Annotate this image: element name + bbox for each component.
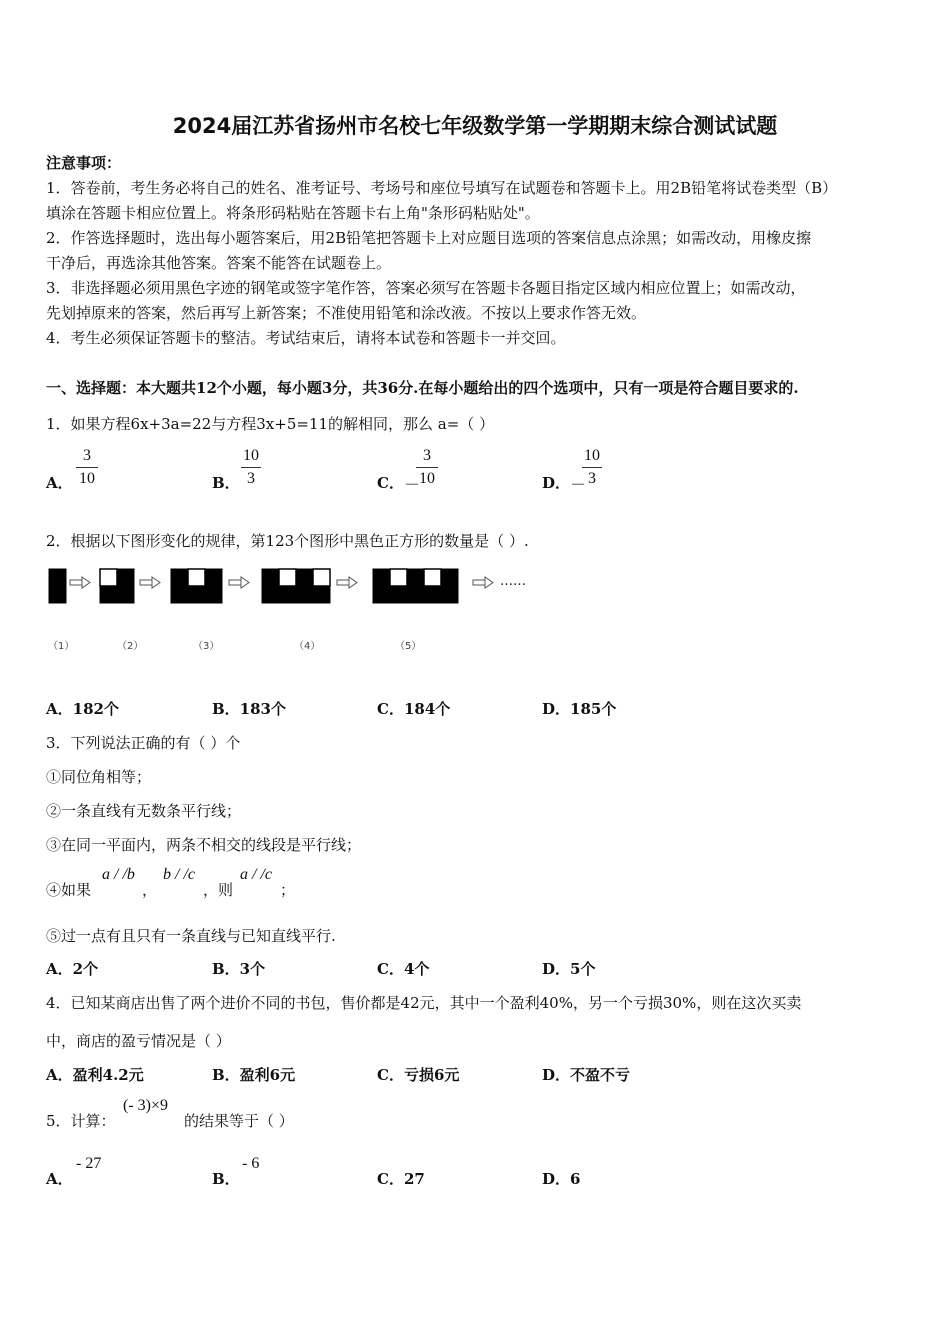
q5-option-b-label: B． [212,1170,240,1188]
q1-option-d-label: D． [542,474,571,492]
q4-option-d: D．不盈不亏 [542,1066,631,1084]
black-square [373,586,390,603]
black-square [117,586,134,603]
black-square [390,586,407,603]
q5-expression: (- 3)×9 [123,1097,169,1114]
pattern-figure-1 [49,569,66,603]
q5-option-c: C．27 [377,1170,425,1188]
q1-option-a-fraction [76,446,98,489]
q3-option-b: B．3个 [212,960,266,978]
q4-option-b: B．盈利6元 [212,1066,296,1084]
pattern-figure-5 [373,569,458,603]
q3-statement-3: ③在同一平面内，两条不相交的线段是平行线； [46,836,362,854]
black-square [205,586,222,603]
notice-line: 4．考生必须保证答题卡的整洁。考试结束后，请将本试卷和答题卡一并交回。 [46,329,566,347]
black-square [262,586,279,603]
black-square [205,569,222,586]
black-square [100,586,117,603]
pattern-figure-3 [171,569,222,603]
q1-option-d-fraction [582,446,602,489]
notice-line: 干净后，再选涂其他答案。答案不能答在试题卷上。 [46,254,392,272]
q3-math-a-parallel-b: a / /b [102,866,135,883]
q3-math-b-parallel-c: b / /c [163,866,195,883]
q2-option-c: C．184个 [377,700,451,718]
black-square [424,586,441,603]
q3-statement-2: ②一条直线有无数条平行线； [46,802,242,820]
q1-option-c-label: C． [377,474,404,492]
page-title: 2024届江苏省扬州市名校七年级数学第一学期期末综合测试试题 [172,114,778,138]
white-square [279,569,296,586]
black-square [49,569,66,586]
arrow-icon [70,577,90,588]
section-heading: 一、选择题：本大题共12个小题，每小题3分，共36分.在每小题给出的四个选项中，只有一项是符合题目要求的. [46,379,799,397]
arrow-icon [140,577,160,588]
q1-option-c-sign: － [404,477,421,494]
q5-option-d: D．6 [542,1170,581,1188]
figure-caption-3: （3） [193,641,220,652]
pattern-sequence [49,569,493,603]
white-square [100,569,117,586]
fraction-bar [582,467,602,468]
q3-statement-5: ⑤过一点有且只有一条直线与已知直线平行. [46,927,336,945]
fraction-bar [76,467,98,468]
black-square [279,586,296,603]
black-square [117,569,134,586]
black-square [441,586,458,603]
arrow-icon [473,577,493,588]
denominator: 10 [419,470,435,487]
fraction-bar [241,467,261,468]
q2-option-b: B．183个 [212,700,286,718]
continuation-dots: …… [500,574,526,589]
q5-option-b-value: - 6 [242,1155,260,1172]
pattern-figure-4 [262,569,330,603]
notice-line: 1．答卷前，考生务必将自己的姓名、准考证号、考场号和座位号填写在试题卷和答题卡上。用2B铅笔将试卷类型（B） [46,179,838,197]
q4-option-c: C．亏损6元 [377,1066,460,1084]
white-square [188,569,205,586]
q2-option-a: A．182个 [46,700,119,718]
question-4-stem-cont: 中，商店的盈亏情况是（ ） [46,1032,231,1050]
black-square [313,586,330,603]
arrow-icon [229,577,249,588]
black-square [407,569,424,586]
black-square [373,569,390,586]
arrow-icon [337,577,357,588]
q3-math-a-parallel-c: a / /c [240,866,272,883]
question-2-stem: 2．根据以下图形变化的规律，第123个图形中黑色正方形的数量是（ ）. [46,532,529,550]
notice-line: 2．作答选择题时，选出每小题答案后，用2B铅笔把答题卡上对应题目选项的答案信息点涂黑；如需改动，用橡皮擦 [46,229,812,247]
numerator: 10 [584,447,600,464]
question-5-stem-suffix: 的结果等于（ ） [184,1112,294,1130]
black-square [171,586,188,603]
q3-option-c: C．4个 [377,960,430,978]
notice-line: 3．非选择题必须用黑色字迹的钢笔或签字笔作答，答案必须写在答题卡各题目指定区域内相应位置上；如需改动， [46,279,806,297]
black-square [296,569,313,586]
black-square [171,569,188,586]
figure-caption-5: （5） [395,641,422,652]
q4-option-a: A．盈利4.2元 [46,1066,144,1084]
white-square [390,569,407,586]
figure-caption-4: （4） [294,641,321,652]
q1-option-a-label: A． [46,474,73,492]
question-5-stem-prefix: 5．计算： [46,1112,116,1130]
white-square [424,569,441,586]
q3-statement-4-prefix: ④如果 [46,881,92,899]
white-square [313,569,330,586]
question-4-stem: 4．已知某商店出售了两个进价不同的书包，售价都是42元，其中一个盈利40%，另一个亏损30%，则在这次买卖 [46,994,802,1012]
notice-heading: 注意事项： [46,154,122,172]
figure-caption-2: （2） [117,641,144,652]
notice-line: 先划掉原来的答案，然后再写上新答案；不准使用铅笔和涂改液。不按以上要求作答无效。 [46,304,647,322]
black-square [262,569,279,586]
q5-option-a-label: A． [46,1170,73,1188]
q3-option-d: D．5个 [542,960,596,978]
black-square [296,586,313,603]
q3-option-a: A．2个 [46,960,99,978]
numerator: 3 [423,447,431,464]
question-3-stem: 3．下列说法正确的有（ ）个 [46,734,241,752]
pattern-figure [46,566,546,606]
numerator: 3 [83,447,91,464]
denominator: 3 [247,470,255,487]
question-1-stem: 1．如果方程6x+3a=22与方程3x+5=11的解相同，那么 a=（ ） [46,415,495,433]
q5-option-a-value: - 27 [76,1155,102,1172]
q1-option-b-label: B． [212,474,240,492]
q3-statement-1: ①同位角相等； [46,768,152,786]
q3-semicolon: ； [280,881,296,899]
denominator: 10 [79,470,95,487]
q1-option-d-sign: － [570,477,587,494]
q3-comma: ， [142,881,158,899]
fraction-bar [416,467,438,468]
figure-caption-1: （1） [48,641,75,652]
q3-then: ，则 [203,881,234,899]
numerator: 10 [243,447,259,464]
q1-option-b-fraction [241,446,261,489]
q2-option-d: D．185个 [542,700,617,718]
black-square [407,586,424,603]
q1-option-c-fraction [416,446,438,489]
denominator: 3 [588,470,596,487]
black-square [49,586,66,603]
notice-line: 填涂在答题卡相应位置上。将条形码粘贴在答题卡右上角"条形码粘贴处"。 [46,204,540,222]
black-square [188,586,205,603]
pattern-figure-2 [100,569,134,603]
black-square [441,569,458,586]
